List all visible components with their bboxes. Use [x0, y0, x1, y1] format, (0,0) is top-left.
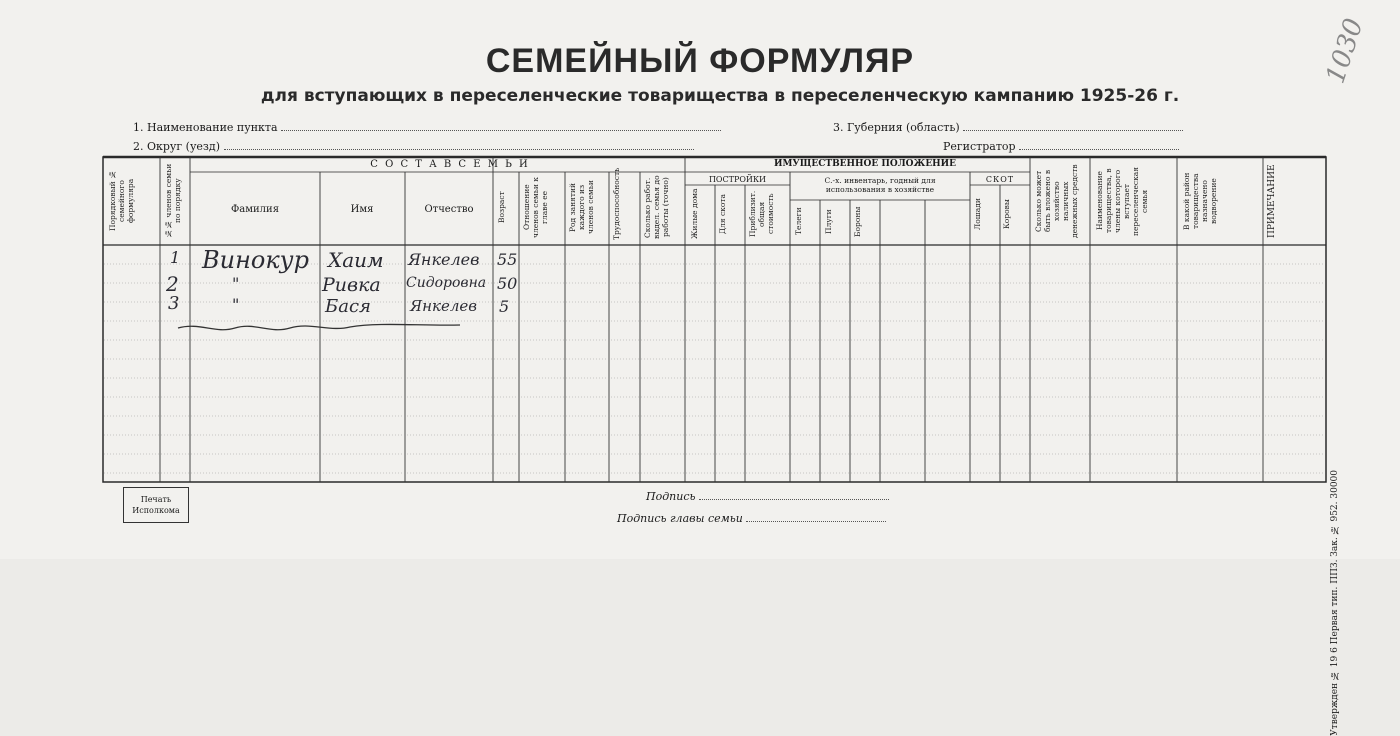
form-subtitle: для вступающих в переселенческие товарищества в переселенческую кампанию 1925-26 г. [260, 86, 1180, 106]
entry-familiya: " [232, 295, 240, 314]
entry-familiya: Винокур [202, 246, 309, 274]
field-registrator-label: Регистратор [943, 140, 1016, 153]
header-skot: СКОТ [985, 175, 1015, 184]
header-imya: Имя [350, 204, 374, 215]
header-primechanie: ПРИМЕЧАНИЕ [1267, 164, 1277, 238]
entry-no: 1 [170, 248, 181, 267]
archive-number: 1030 [1320, 14, 1370, 88]
header-skolko-vlozheno: Сколько может быть вложено в хозяйство наличных денежных средств [1034, 164, 1079, 238]
header-korovy: Коровы [1002, 199, 1011, 229]
field-okrug-label: 2. Округ (уезд) [133, 140, 220, 153]
header-vozrast: Возраст [497, 191, 506, 224]
header-v-kakoy-rayon: В какой район товарищества назначено водворение [1182, 172, 1218, 230]
form-title: СЕМЕЙНЫЙ ФОРМУЛЯР [485, 42, 915, 80]
entry-otchestvo: Янкелев [408, 250, 480, 269]
header-borony: Бороны [853, 206, 862, 237]
signature-line[interactable] [699, 490, 889, 500]
field-guberniya-label: 3. Губерния (область) [833, 121, 960, 134]
signature-field [646, 490, 889, 503]
entry-otchestvo: Сидоровна [406, 275, 487, 291]
header-nn-chlenov: №№ членов семьи по порядку [164, 163, 182, 239]
header-dlya-skota: Для скота [718, 194, 727, 235]
head-signature-label: Подпись главы семьи [617, 512, 743, 525]
header-familiya: Фамилия [230, 204, 280, 215]
entry-no: 3 [168, 293, 180, 314]
entry-vozrast: 55 [497, 250, 518, 269]
header-postroyki: ПОСТРОЙКИ [708, 175, 767, 184]
entry-vozrast: 50 [497, 274, 518, 293]
seal-box: Печать Исполкома [123, 487, 189, 523]
head-signature-line[interactable] [746, 512, 886, 522]
header-naimenovanie-tov: Наименование товарищества, в члены которого вступает переселенческая семья [1095, 166, 1149, 236]
field-punkt-label: 1. Наименование пункта [133, 121, 278, 134]
entry-imya: Хаим [328, 248, 384, 272]
header-poryadkovy: Порядковый № семейного формуляра [108, 170, 135, 232]
entry-otchestvo: Янкелев [410, 297, 477, 315]
header-otchestvo: Отчество [424, 204, 474, 215]
entry-no: 2 [166, 272, 179, 296]
header-trudosposobnost: Трудоспособность [612, 167, 621, 240]
header-skolko-rabot: Сколько работ. выдел. семья до работы (точно) [643, 175, 670, 240]
header-loshadi: Лошади [973, 198, 982, 230]
signature-label: Подпись [646, 490, 696, 503]
header-imushchestvennoe: ИМУЩЕСТВЕННОЕ ПОЛОЖЕНИЕ [773, 159, 957, 169]
header-otnoshenie: Отношение членов семьи к главе ее [522, 177, 549, 238]
header-telegi: Телеги [794, 207, 803, 236]
header-sostav-semi: С О С Т А В С Е М Ь И [370, 159, 530, 170]
head-signature-field [617, 512, 886, 525]
entry-familiya: " [232, 274, 240, 293]
header-priblizit: Приблизит. общая стоимость [748, 190, 775, 238]
header-inventar: С.-х. инвентарь, годный для использования в хозяйстве [824, 176, 936, 194]
printer-info: Утвержден № 19 6 Первая тип. ППЗ. Зак. № 952. 30000 [1330, 470, 1340, 736]
entry-vozrast: 5 [499, 297, 510, 316]
entry-imya: Бася [325, 296, 371, 317]
entry-imya: Ривка [322, 274, 381, 296]
handwritten-strike-line [178, 324, 460, 329]
header-rod-zanyatiy: Род занятий каждого из членов семьи [568, 180, 595, 235]
header-zhilye-doma: Жилые дома [690, 188, 699, 240]
header-plugi: Плуги [824, 209, 833, 234]
